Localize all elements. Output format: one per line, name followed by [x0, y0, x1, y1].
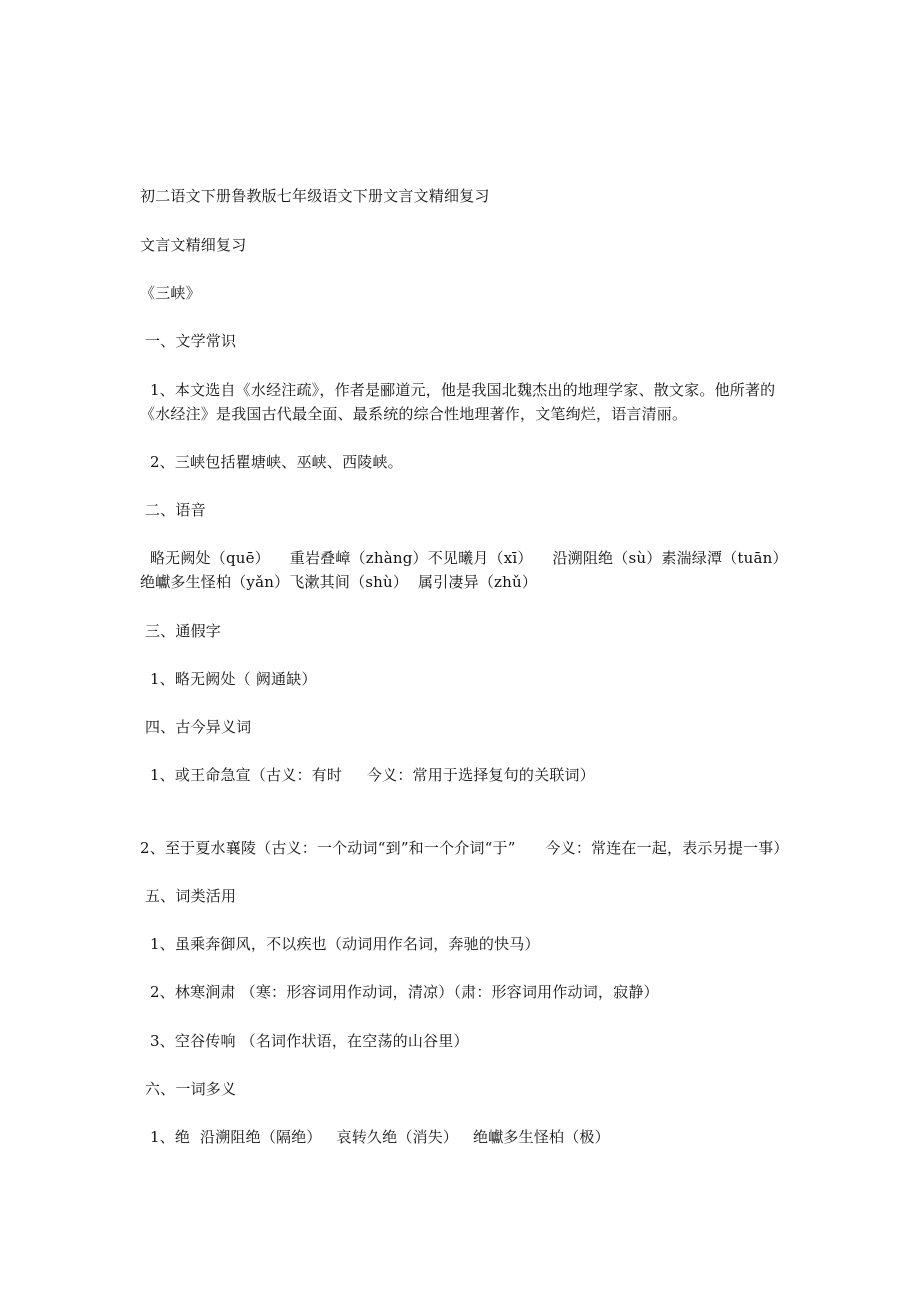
section-heading-pronunciation: 二、语音	[140, 501, 206, 519]
section-item: 1、虽乘奔御风，不以疾也（动词用作名词，奔驰的快马）	[140, 935, 540, 953]
document-title: 初二语文下册鲁教版七年级语文下册文言文精细复习	[140, 187, 490, 205]
section-item: 1、略无阙处（ 阙通缺）	[140, 670, 317, 688]
section-item: 略无阙处（quē） 重岩叠嶂（zhàng）不见曦月（xī） 沿溯阻绝（sù）素湍绿潭（tuān） 绝巘多生怪柏（yǎn）飞漱其间（shù） 属引凄异（zhǔ）	[140, 549, 808, 591]
section-heading-interchangeable-characters: 三、通假字	[140, 622, 221, 640]
text-title: 《三峡》	[140, 284, 201, 302]
section-item: 2、三峡包括瞿塘峡、巫峡、西陵峡。	[140, 453, 403, 471]
section-item: 3、空谷传响 （名词作状语，在空荡的山谷里）	[140, 1032, 469, 1050]
section-item: 1、绝 沿溯阻绝（隔绝） 哀转久绝（消失） 绝巘多生怪柏（极）	[140, 1128, 610, 1146]
section-heading-ancient-modern-meanings: 四、古今异义词	[140, 718, 252, 736]
section-item: 2、林寒涧肃 （寒：形容词用作动词，清凉）（肃：形容词用作动词，寂静）	[140, 983, 659, 1001]
section-item: 2、至于夏水襄陵（古义：一个动词“到”和一个介词“于” 今义：常连在一起，表示另提一事）	[140, 815, 789, 857]
section-item: 1、本文选自《水经注疏》，作者是郦道元，他是我国北魏杰出的地理学家、散文家。他所著的《水经注》是我国古代最全面、最系统的综合性地理著作，文笔绚烂，语言清丽。	[140, 381, 776, 423]
section-item: 1、或王命急宣（古义：有时 今义：常用于选择复句的关联词）	[140, 766, 595, 784]
section-heading-part-of-speech-shift: 五、词类活用	[140, 887, 237, 905]
section-heading-literary-knowledge: 一、文学常识	[140, 332, 237, 350]
document-subtitle: 文言文精细复习	[140, 236, 247, 254]
section-heading-polysemy: 六、一词多义	[140, 1080, 237, 1098]
